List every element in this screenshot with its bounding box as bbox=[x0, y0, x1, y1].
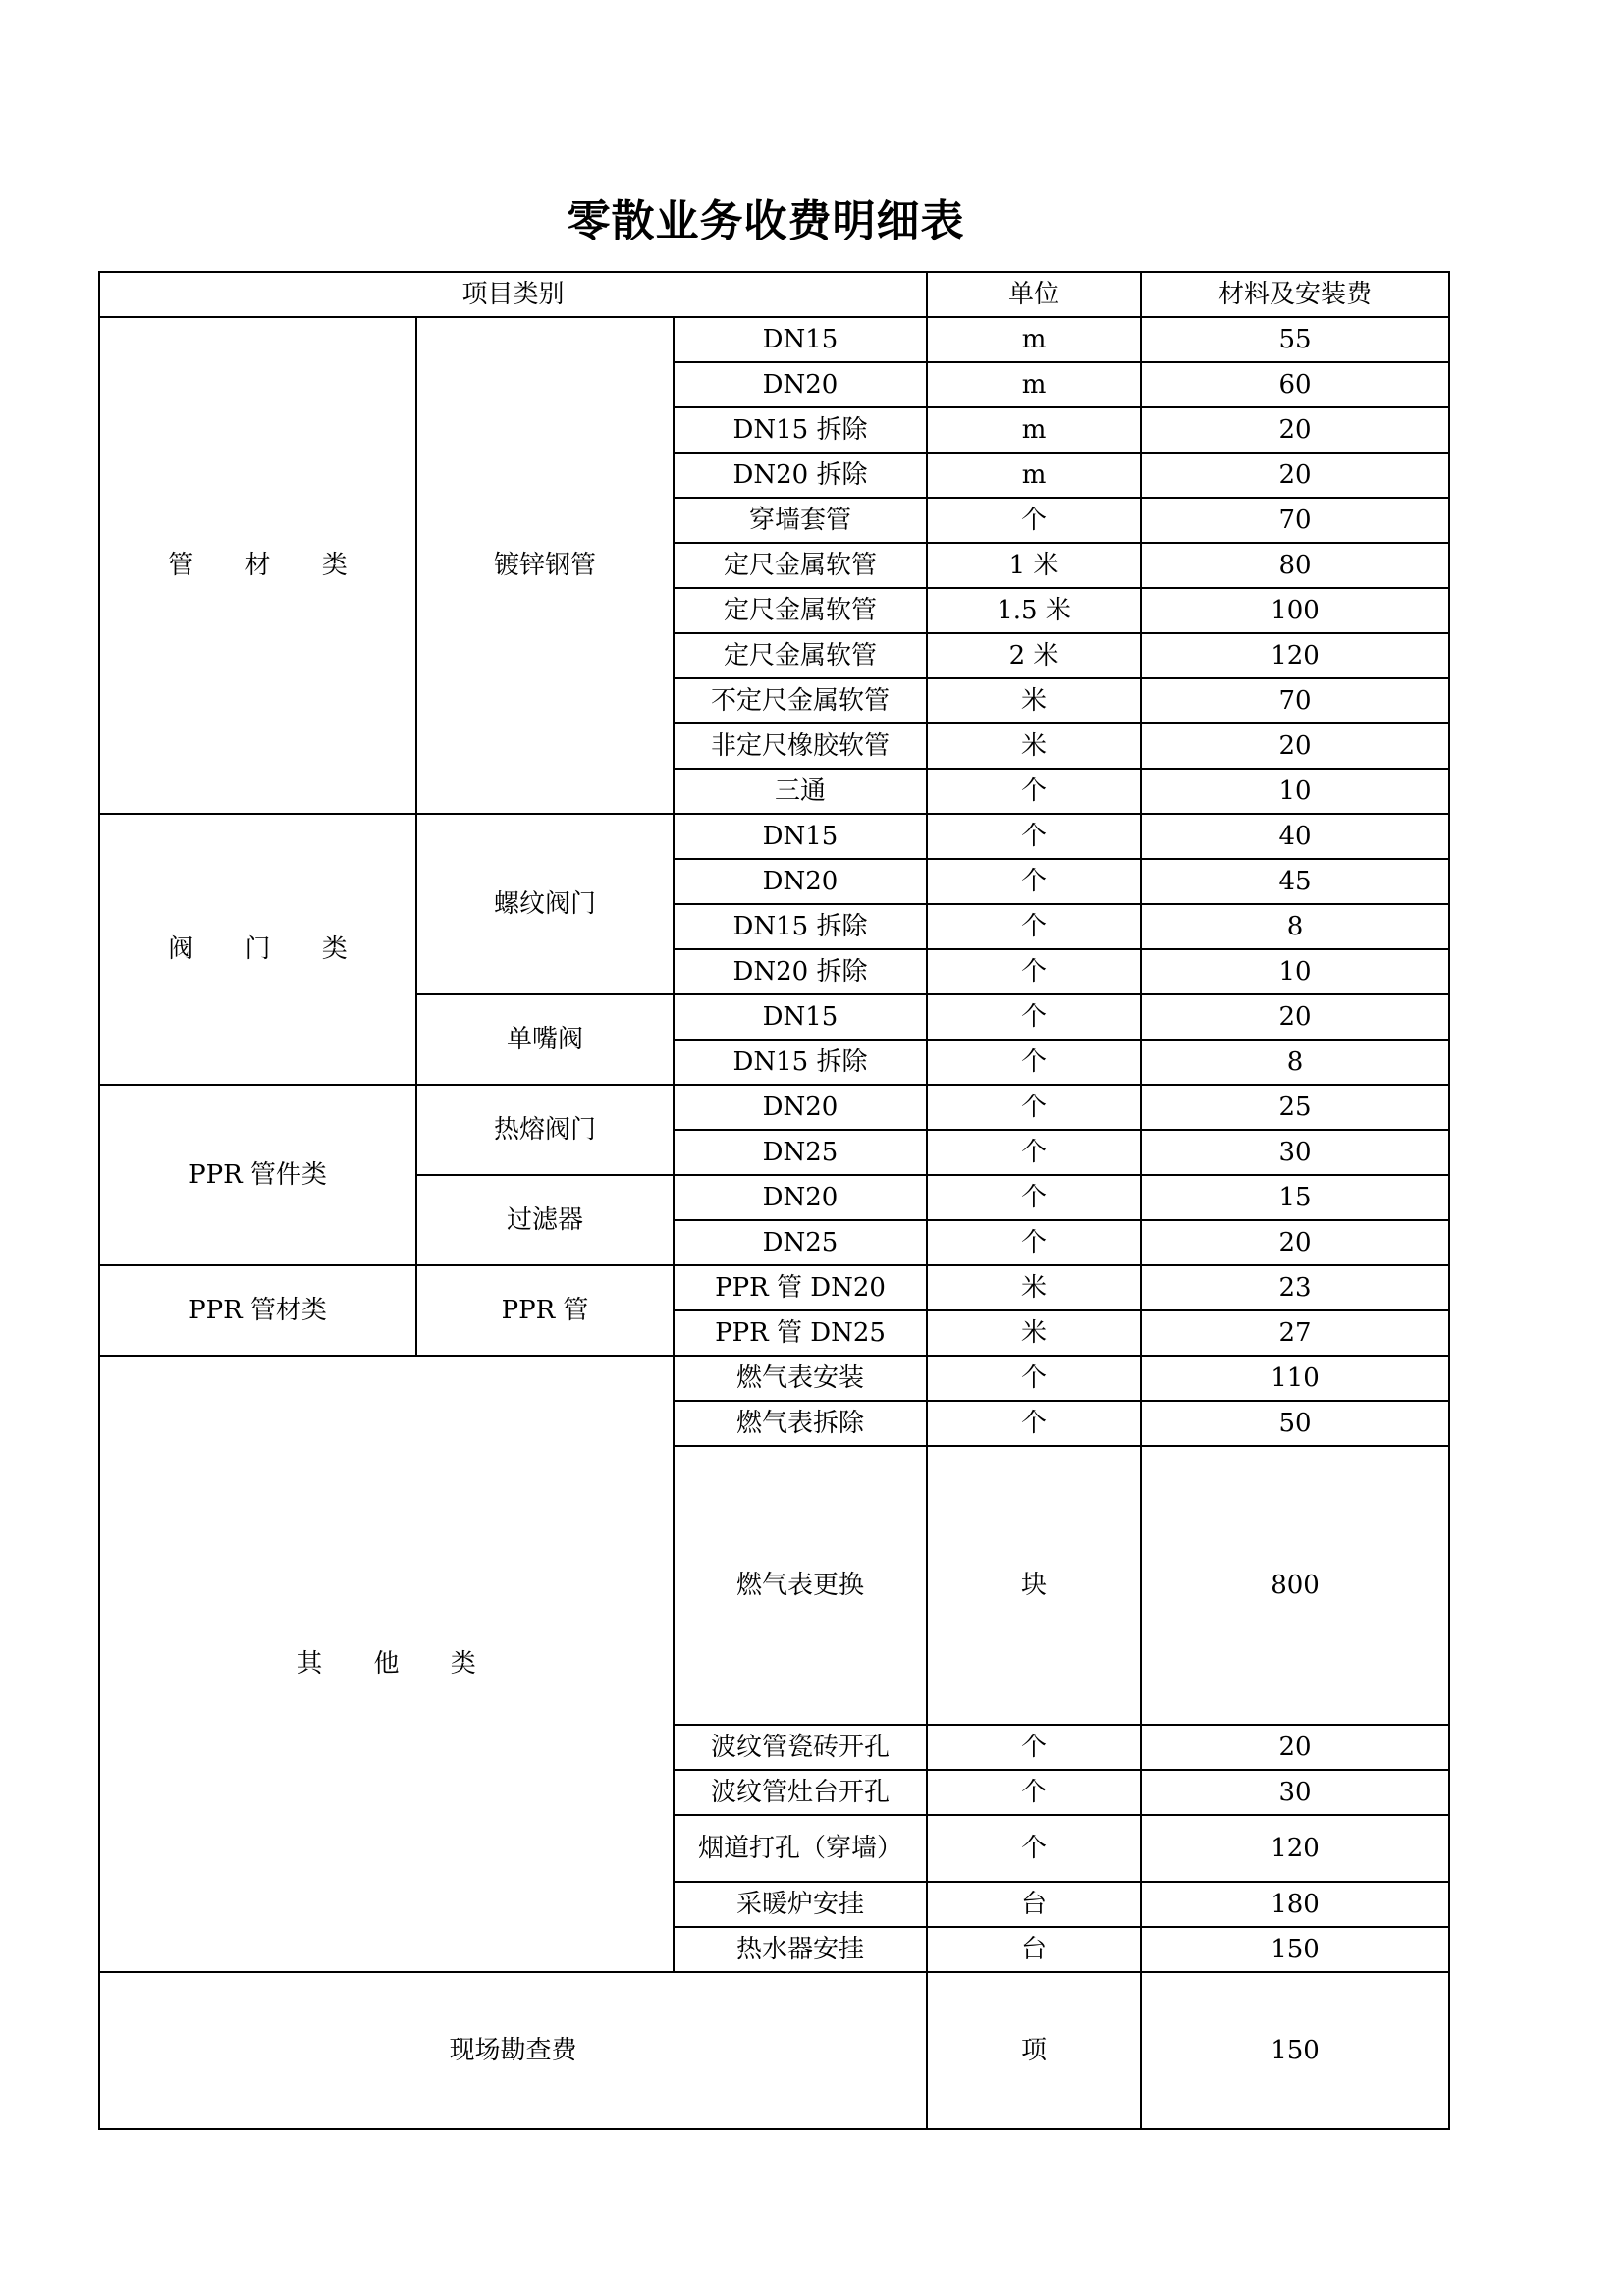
unit-cell: 个 bbox=[927, 1040, 1141, 1085]
fee-cell: 20 bbox=[1141, 407, 1449, 453]
item-cell: DN15 bbox=[674, 994, 927, 1040]
item-cell: DN15 拆除 bbox=[674, 904, 927, 949]
subgroup-filter: 过滤器 bbox=[416, 1175, 674, 1265]
unit-cell: m bbox=[927, 317, 1141, 362]
table-row bbox=[99, 1265, 1449, 1310]
subgroup-galvanized: 镀锌钢管 bbox=[416, 317, 674, 814]
fee-cell: 20 bbox=[1141, 723, 1449, 769]
unit-cell: 1 米 bbox=[927, 543, 1141, 588]
unit-cell: 个 bbox=[927, 1725, 1141, 1770]
header-fee: 材料及安装费 bbox=[1141, 272, 1449, 317]
unit-cell: 1.5 米 bbox=[927, 588, 1141, 633]
group-ppr-fitting: PPR 管件类 bbox=[99, 1085, 416, 1265]
item-cell: DN20 拆除 bbox=[674, 453, 927, 498]
item-cell: DN15 拆除 bbox=[674, 1040, 927, 1085]
item-cell: DN20 bbox=[674, 362, 927, 407]
fee-cell: 55 bbox=[1141, 317, 1449, 362]
unit-cell: 个 bbox=[927, 949, 1141, 994]
fee-cell: 70 bbox=[1141, 678, 1449, 723]
fee-cell: 180 bbox=[1141, 1882, 1449, 1927]
item-cell: DN25 bbox=[674, 1220, 927, 1265]
fee-cell: 100 bbox=[1141, 588, 1449, 633]
item-cell: 定尺金属软管 bbox=[674, 633, 927, 678]
fee-cell: 10 bbox=[1141, 769, 1449, 814]
fee-cell: 40 bbox=[1141, 814, 1449, 859]
item-cell: 燃气表安装 bbox=[674, 1356, 927, 1401]
item-cell: 采暖炉安挂 bbox=[674, 1882, 927, 1927]
unit-cell: 个 bbox=[927, 1356, 1141, 1401]
header-category: 项目类别 bbox=[99, 272, 927, 317]
unit-cell: 2 米 bbox=[927, 633, 1141, 678]
fee-cell: 10 bbox=[1141, 949, 1449, 994]
item-cell: 燃气表拆除 bbox=[674, 1401, 927, 1446]
table-header-row bbox=[99, 272, 1449, 317]
group-valve: 阀 门 类 bbox=[99, 814, 416, 1085]
subgroup-ppr: PPR 管 bbox=[416, 1265, 674, 1356]
unit-cell: 个 bbox=[927, 1130, 1141, 1175]
unit-cell: 台 bbox=[927, 1882, 1141, 1927]
item-cell: 不定尺金属软管 bbox=[674, 678, 927, 723]
item-cell: 热水器安挂 bbox=[674, 1927, 927, 1972]
unit-cell: 块 bbox=[927, 1446, 1141, 1725]
fee-cell: 8 bbox=[1141, 1040, 1449, 1085]
unit-cell: 个 bbox=[927, 1770, 1141, 1815]
fee-cell: 120 bbox=[1141, 1815, 1449, 1882]
item-cell: 定尺金属软管 bbox=[674, 543, 927, 588]
group-pipe: 管 材 类 bbox=[99, 317, 416, 814]
item-cell: PPR 管 DN20 bbox=[674, 1265, 927, 1310]
group-other: 其 他 类 bbox=[99, 1356, 674, 1972]
unit-cell: 个 bbox=[927, 1815, 1141, 1882]
item-cell: 烟道打孔（穿墙） bbox=[674, 1815, 927, 1882]
unit-cell: 米 bbox=[927, 678, 1141, 723]
fee-cell: 800 bbox=[1141, 1446, 1449, 1725]
fee-cell: 30 bbox=[1141, 1770, 1449, 1815]
fee-cell: 60 bbox=[1141, 362, 1449, 407]
subgroup-hot-melt-valve: 热熔阀门 bbox=[416, 1085, 674, 1175]
table-row bbox=[99, 1356, 1449, 1401]
fee-cell: 20 bbox=[1141, 1220, 1449, 1265]
group-ppr-pipe: PPR 管材类 bbox=[99, 1265, 416, 1356]
unit-cell: 米 bbox=[927, 723, 1141, 769]
unit-cell: m bbox=[927, 362, 1141, 407]
item-cell: DN20 bbox=[674, 859, 927, 904]
item-cell: DN15 拆除 bbox=[674, 407, 927, 453]
unit-cell: 个 bbox=[927, 1401, 1141, 1446]
unit-cell: 个 bbox=[927, 1175, 1141, 1220]
fee-cell: 20 bbox=[1141, 994, 1449, 1040]
item-cell: PPR 管 DN25 bbox=[674, 1310, 927, 1356]
unit-cell: 个 bbox=[927, 814, 1141, 859]
survey-label: 现场勘查费 bbox=[99, 1972, 927, 2129]
fee-cell: 20 bbox=[1141, 453, 1449, 498]
unit-cell: 米 bbox=[927, 1310, 1141, 1356]
item-cell: 三通 bbox=[674, 769, 927, 814]
fee-cell: 50 bbox=[1141, 1401, 1449, 1446]
unit-cell: 个 bbox=[927, 859, 1141, 904]
unit-cell: 个 bbox=[927, 904, 1141, 949]
item-cell: 穿墙套管 bbox=[674, 498, 927, 543]
unit-cell: m bbox=[927, 453, 1141, 498]
subgroup-single-valve: 单嘴阀 bbox=[416, 994, 674, 1085]
unit-cell: 个 bbox=[927, 994, 1141, 1040]
fee-cell: 27 bbox=[1141, 1310, 1449, 1356]
fee-cell: 20 bbox=[1141, 1725, 1449, 1770]
fee-cell: 8 bbox=[1141, 904, 1449, 949]
fee-cell: 110 bbox=[1141, 1356, 1449, 1401]
table-row bbox=[99, 317, 1449, 362]
item-cell: DN20 bbox=[674, 1175, 927, 1220]
item-cell: 燃气表更换 bbox=[674, 1446, 927, 1725]
unit-cell: 个 bbox=[927, 769, 1141, 814]
header-unit: 单位 bbox=[927, 272, 1141, 317]
subgroup-threaded-valve: 螺纹阀门 bbox=[416, 814, 674, 994]
fee-cell: 15 bbox=[1141, 1175, 1449, 1220]
unit-cell: 个 bbox=[927, 498, 1141, 543]
unit-cell: m bbox=[927, 407, 1141, 453]
fee-cell: 45 bbox=[1141, 859, 1449, 904]
item-cell: DN15 bbox=[674, 814, 927, 859]
item-cell: 定尺金属软管 bbox=[674, 588, 927, 633]
document-title: 零散业务收费明细表 bbox=[567, 196, 965, 246]
table-row bbox=[99, 1085, 1449, 1130]
table-row bbox=[99, 814, 1449, 859]
item-cell: DN20 拆除 bbox=[674, 949, 927, 994]
item-cell: DN20 bbox=[674, 1085, 927, 1130]
fee-cell: 25 bbox=[1141, 1085, 1449, 1130]
item-cell: DN25 bbox=[674, 1130, 927, 1175]
fee-cell: 80 bbox=[1141, 543, 1449, 588]
item-cell: 波纹管瓷砖开孔 bbox=[674, 1725, 927, 1770]
fee-cell: 23 bbox=[1141, 1265, 1449, 1310]
fee-cell: 30 bbox=[1141, 1130, 1449, 1175]
table-row-survey bbox=[99, 1972, 1449, 2129]
unit-cell: 个 bbox=[927, 1220, 1141, 1265]
unit-cell: 台 bbox=[927, 1927, 1141, 1972]
fee-cell: 120 bbox=[1141, 633, 1449, 678]
item-cell: DN15 bbox=[674, 317, 927, 362]
item-cell: 非定尺橡胶软管 bbox=[674, 723, 927, 769]
item-cell: 波纹管灶台开孔 bbox=[674, 1770, 927, 1815]
unit-cell: 个 bbox=[927, 1085, 1141, 1130]
survey-fee: 150 bbox=[1141, 1972, 1449, 2129]
fee-detail-table bbox=[98, 271, 1450, 2130]
survey-unit: 项 bbox=[927, 1972, 1141, 2129]
fee-cell: 150 bbox=[1141, 1927, 1449, 1972]
unit-cell: 米 bbox=[927, 1265, 1141, 1310]
fee-cell: 70 bbox=[1141, 498, 1449, 543]
